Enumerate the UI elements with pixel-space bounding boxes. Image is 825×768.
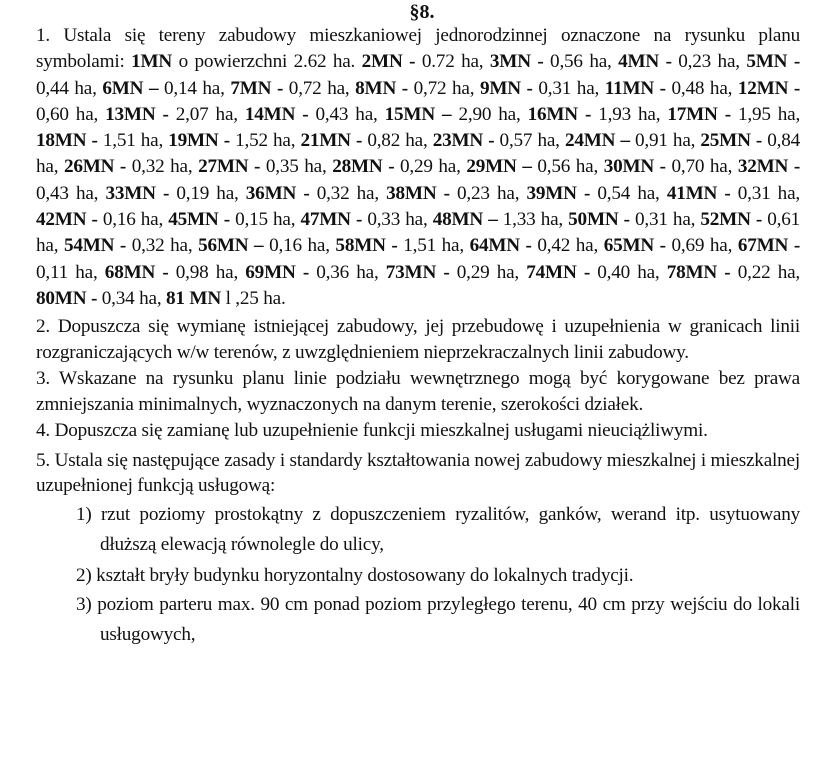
- zone-separator: -: [350, 130, 368, 152]
- zone-area: 0,70 ha,: [671, 156, 738, 178]
- zone-area: 2,90 ha,: [458, 103, 528, 125]
- zone-separator: -: [436, 182, 458, 204]
- list-item-3: 3) poziom parteru max. 90 cm ponad poziom przyległego terenu, 40 cm przy wejściu do lokali usługowych,: [76, 594, 800, 646]
- zone-entry: [466, 156, 603, 177]
- zone-symbol: 8MN: [355, 77, 397, 99]
- zone-symbol: 9MN: [479, 77, 521, 99]
- list-item-1: 1) rzut poziomy prostokątny z dopuszczeniem ryzalitów, ganków, werand itp. usytuowany dłuższą elewacją równolegle do ulicy,: [76, 504, 800, 556]
- zone-symbol: 21MN: [300, 130, 351, 152]
- zone-symbol: 41MN: [666, 182, 718, 204]
- zone-area: 0,42 ha,: [537, 235, 604, 257]
- zone-symbol: 4MN: [618, 51, 660, 73]
- zone-entry: [565, 130, 700, 151]
- zone-area: 0,16 ha,: [269, 235, 336, 257]
- zone-symbol: 33MN: [105, 182, 156, 204]
- zone-area: 0,35 ha,: [265, 156, 333, 178]
- zone-area: 0,31 ha,: [538, 77, 605, 99]
- paragraph-5-intro: 5. Ustala się następujące zasady i standardy kształtowania nowej zabudowy mieszkalnej i mieszkalnej uzupełnionej funkcją usługową:: [36, 450, 800, 497]
- zone-entry: [64, 235, 198, 256]
- zone-symbol: 15MN: [384, 103, 435, 125]
- zone-area: 0,32 ha,: [131, 235, 199, 257]
- zone-area: 1,33 ha,: [502, 209, 569, 231]
- zone-separator: -: [86, 209, 103, 231]
- zone-symbol: 29MN: [466, 156, 517, 178]
- zone-separator: -: [350, 209, 368, 231]
- zone-separator: –: [248, 235, 270, 257]
- zone-entry: [332, 156, 466, 177]
- zone-separator: -: [576, 182, 598, 204]
- zone-entry: [568, 209, 700, 230]
- zone-entry: [362, 51, 490, 72]
- zone-area: 0,40 ha,: [597, 261, 667, 283]
- zone-separator: -: [788, 156, 801, 178]
- zone-separator: -: [750, 130, 768, 152]
- zone-entries: [36, 51, 800, 309]
- zone-area: 0,91 ha,: [635, 130, 701, 152]
- zone-separator: -: [218, 209, 236, 231]
- zone-symbol: 32MN: [737, 156, 789, 178]
- zone-entry: [618, 51, 746, 72]
- zone-symbol: 69MN: [245, 261, 296, 283]
- zone-symbol: 78MN: [666, 261, 718, 283]
- zone-area: 0,60 ha,: [36, 103, 106, 125]
- zone-symbol: 48MN: [432, 209, 484, 231]
- zone-separator: -: [271, 77, 289, 99]
- zone-entry: [355, 78, 480, 99]
- zone-entry: [36, 288, 166, 309]
- zone-entry: [667, 104, 800, 125]
- zone-separator: -: [436, 261, 457, 283]
- zone-entry: [245, 104, 385, 125]
- zone-separator: -: [788, 77, 801, 99]
- zone-area: 0,11 ha,: [36, 261, 105, 283]
- zone-area: 0,22 ha,: [737, 261, 800, 283]
- zone-entry: [386, 262, 526, 283]
- zone-symbol: 80MN: [36, 287, 87, 309]
- zone-symbol: 73MN: [385, 261, 437, 283]
- zone-separator: -: [382, 156, 401, 178]
- zone-area: 0,36 ha,: [316, 261, 386, 283]
- zone-separator: -: [86, 287, 102, 309]
- zone-separator: –: [615, 130, 635, 152]
- zone-entry: [230, 78, 355, 99]
- zone-area: 0,29 ha,: [400, 156, 467, 178]
- zone-area: 0,23 ha,: [678, 51, 747, 73]
- zone-symbol: 45MN: [168, 209, 219, 231]
- zone-symbol: 36MN: [245, 182, 297, 204]
- zone-symbol: 6MN: [102, 77, 144, 99]
- zone-symbol: 52MN: [700, 209, 751, 231]
- zone-entry: [300, 209, 432, 230]
- zone-separator: -: [295, 261, 317, 283]
- zone-symbol: 2MN: [361, 51, 403, 73]
- zone-area: 0,15 ha,: [235, 209, 301, 231]
- zone-symbol: 17MN: [667, 103, 718, 125]
- zone-entry: [433, 130, 565, 151]
- zone-separator: -: [717, 261, 738, 283]
- zone-entry: [105, 262, 245, 283]
- zone-separator: -: [530, 51, 551, 73]
- zone-entry: [386, 183, 526, 204]
- zone-area: o powierzchni 2.62 ha.: [172, 51, 362, 73]
- zone-symbol: 68MN: [104, 261, 156, 283]
- section-heading: §8.: [409, 1, 435, 23]
- zone-area: 1,52 ha,: [235, 130, 301, 152]
- zone-symbol: 12MN: [737, 77, 789, 99]
- zone-area: 0,82 ha,: [367, 130, 433, 152]
- zone-symbol: 58MN: [335, 235, 386, 257]
- zone-area: 0,31 ha,: [737, 182, 800, 204]
- zone-entry: [168, 130, 300, 151]
- zone-area: 2,07 ha,: [175, 103, 245, 125]
- zone-entry: [605, 78, 738, 99]
- zone-symbol: 13MN: [105, 103, 156, 125]
- zone-area: 0,57 ha,: [499, 130, 565, 152]
- zone-separator: -: [218, 130, 236, 152]
- zone-separator: -: [296, 182, 317, 204]
- zone-symbol: 67MN: [737, 235, 789, 257]
- zone-symbol: 50MN: [568, 209, 619, 231]
- zone-entry: [198, 235, 335, 256]
- zone-symbol: 25MN: [700, 130, 751, 152]
- zone-separator: -: [788, 235, 801, 257]
- zone-entry: [168, 209, 300, 230]
- zone-entry: [105, 183, 245, 204]
- paragraph-1: [36, 23, 800, 312]
- zone-area: l ,25 ha.: [220, 287, 286, 309]
- zone-area: 0,48 ha,: [671, 77, 738, 99]
- zone-area: 0,61 ha,: [36, 209, 801, 257]
- zone-separator: -: [577, 103, 599, 125]
- zone-area: 1,51 ha,: [403, 235, 470, 257]
- zone-entry: [300, 130, 432, 151]
- zone-separator: -: [114, 235, 132, 257]
- zone-symbol: 27MN: [198, 156, 249, 178]
- zone-symbol: 30MN: [603, 156, 655, 178]
- zone-entry: [604, 235, 738, 256]
- zone-symbol: 28MN: [332, 156, 383, 178]
- zone-symbol: 1MN: [131, 51, 173, 73]
- zone-area: 0,31 ha,: [635, 209, 701, 231]
- zone-separator: -: [155, 261, 176, 283]
- zone-separator: -: [155, 103, 176, 125]
- zone-entry: [36, 130, 168, 151]
- zone-entry: [526, 262, 666, 283]
- zone-area: 0,72 ha,: [288, 77, 356, 99]
- zone-separator: -: [750, 209, 768, 231]
- zone-symbol: 3MN: [489, 51, 531, 73]
- zone-separator: –: [435, 103, 459, 125]
- zone-separator: –: [483, 209, 503, 231]
- paragraph-1-intro: 1. Ustala się tereny zabudowy mieszkaniowej jednorodzinnej oznaczone na rysunku planu symbolami:: [36, 25, 800, 73]
- zone-separator: -: [519, 235, 538, 257]
- zone-entry: [246, 183, 386, 204]
- zone-entry: [102, 78, 230, 99]
- zone-separator: -: [654, 156, 672, 178]
- zone-entry: [480, 78, 605, 99]
- zone-symbol: 19MN: [168, 130, 219, 152]
- zone-separator: -: [717, 182, 738, 204]
- zone-symbol: 54MN: [63, 235, 115, 257]
- zone-separator: -: [385, 235, 404, 257]
- zone-area: 0,16 ha,: [102, 209, 169, 231]
- zone-separator: -: [520, 77, 539, 99]
- zone-entry: [667, 183, 800, 204]
- zone-entry: [36, 209, 168, 230]
- zone-symbol: 5MN: [746, 51, 788, 73]
- list-item-2: 2) kształt bryły budynku horyzontalny dostosowany do lokalnych tradycji.: [76, 565, 634, 587]
- zone-symbol: 23MN: [432, 130, 484, 152]
- zone-entry: [335, 235, 469, 256]
- zone-entry: [604, 156, 738, 177]
- zone-area: 0,34 ha,: [101, 287, 167, 309]
- zone-area: 1,95 ha,: [737, 103, 801, 125]
- zone-separator: -: [787, 51, 801, 73]
- zone-entry: [667, 262, 800, 283]
- zone-area: 0,23 ha,: [457, 182, 527, 204]
- zone-area: 0,33 ha,: [367, 209, 433, 231]
- zone-area: 0,56 ha,: [537, 156, 604, 178]
- paragraph-4: 4. Dopuszcza się zamianę lub uzupełnienie funkcji mieszkalnej usługami nieuciążliwymi.: [36, 420, 708, 442]
- paragraph-3: 3. Wskazane na rysunku planu linie podziału wewnętrznego mogą być korygowane bez prawa zmniejszania minimalnych, wyznaczonych na danym terenie, szerokości działek.: [36, 368, 800, 416]
- zone-area: 0,43 ha,: [315, 103, 385, 125]
- zone-entry: [385, 104, 528, 125]
- zone-entry: [490, 51, 618, 72]
- zone-symbol: 16MN: [527, 103, 578, 125]
- zone-area: 0,98 ha,: [175, 261, 246, 283]
- zone-separator: -: [86, 130, 103, 152]
- zone-symbol: 81 MN: [166, 287, 221, 309]
- zone-entry: [528, 104, 668, 125]
- zone-entry: [470, 235, 604, 256]
- zone-separator: -: [114, 156, 132, 178]
- zone-area: 0,72 ha,: [413, 77, 480, 99]
- zone-symbol: 18MN: [36, 130, 87, 152]
- zone-symbol: 74MN: [526, 261, 577, 283]
- zone-separator: -: [717, 103, 738, 125]
- zone-symbol: 39MN: [526, 182, 577, 204]
- zone-area: 1,51 ha,: [102, 130, 169, 152]
- zone-separator: -: [618, 209, 635, 231]
- zone-symbol: 64MN: [469, 235, 520, 257]
- zone-separator: –: [143, 77, 164, 99]
- zone-separator: -: [659, 51, 679, 73]
- zone-area: 0,84 ha,: [36, 130, 801, 178]
- zone-entry: [198, 156, 332, 177]
- zone-area: 0,69 ha,: [671, 235, 738, 257]
- zone-separator: -: [654, 77, 672, 99]
- zone-separator: -: [654, 235, 672, 257]
- zone-entry: [245, 262, 385, 283]
- zone-area: 0,43 ha,: [36, 182, 106, 204]
- zone-area: 0,44 ha,: [36, 77, 103, 99]
- zone-symbol: 11MN: [604, 77, 655, 99]
- zone-area: 0,32 ha,: [316, 182, 387, 204]
- zone-symbol: 56MN: [198, 235, 249, 257]
- zone-separator: -: [576, 261, 598, 283]
- zone-area: 0,19 ha,: [176, 182, 246, 204]
- zone-separator: -: [396, 77, 414, 99]
- zone-area: 0,54 ha,: [597, 182, 667, 204]
- zone-entry: [433, 209, 568, 230]
- zone-symbol: 47MN: [300, 209, 351, 231]
- zone-separator: -: [402, 51, 422, 73]
- zone-area: 0,56 ha,: [550, 51, 619, 73]
- zone-separator: -: [248, 156, 266, 178]
- zone-symbol: 38MN: [386, 182, 437, 204]
- zone-separator: -: [295, 103, 316, 125]
- zone-symbol: 65MN: [603, 235, 655, 257]
- zone-separator: -: [483, 130, 500, 152]
- zone-entry: [526, 183, 666, 204]
- zone-separator: -: [155, 182, 177, 204]
- zone-symbol: 42MN: [36, 209, 87, 231]
- zone-area: 0,29 ha,: [456, 261, 527, 283]
- zone-separator: –: [516, 156, 538, 178]
- document-page: [36, 0, 800, 650]
- zone-entry: [105, 104, 245, 125]
- zone-area: 1,93 ha,: [598, 103, 668, 125]
- zone-symbol: 14MN: [244, 103, 296, 125]
- zone-symbol: 7MN: [230, 77, 272, 99]
- zone-area: 0.72 ha,: [421, 51, 490, 73]
- zone-symbol: 26MN: [63, 156, 115, 178]
- paragraph-2: 2. Dopuszcza się wymianę istniejącej zabudowy, jej przebudowę i uzupełnienia w granicach linii rozgraniczających w/w terenów, z uwzględnieniem nieprzekraczalnych linii zabudowy.: [36, 316, 800, 364]
- zone-area: 0,32 ha,: [131, 156, 199, 178]
- zone-area: 0,14 ha,: [164, 77, 231, 99]
- zone-entry: [64, 156, 198, 177]
- zone-symbol: 24MN: [564, 130, 616, 152]
